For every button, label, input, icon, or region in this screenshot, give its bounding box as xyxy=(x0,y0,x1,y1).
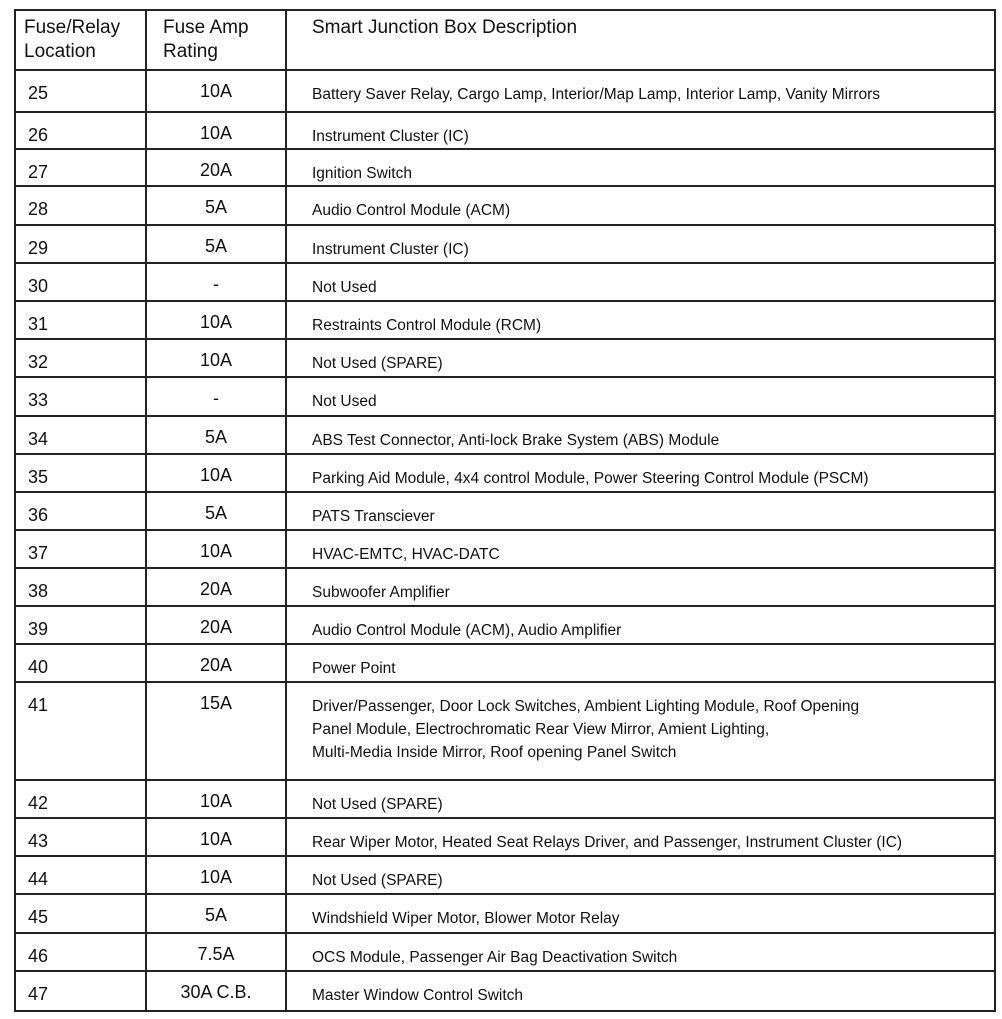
location-cell: 37 xyxy=(15,530,146,568)
description-cell xyxy=(286,377,995,416)
location-cell: 34 xyxy=(15,416,146,454)
description-cell xyxy=(286,70,995,112)
table-row xyxy=(15,682,995,780)
description-cell xyxy=(286,112,995,149)
table-row xyxy=(15,644,995,682)
rating-cell: 5A xyxy=(146,492,286,530)
description-line: Instrument Cluster (IC) xyxy=(312,128,469,145)
table-row xyxy=(15,818,995,856)
header-rating-line: Fuse Amp xyxy=(163,17,249,38)
location-cell: 47 xyxy=(15,971,146,1011)
description-line: HVAC-EMTC, HVAC-DATC xyxy=(312,546,500,563)
description-cell xyxy=(286,856,995,894)
description-line: Audio Control Module (ACM) xyxy=(312,202,511,219)
table-row xyxy=(15,225,995,263)
location-cell: 30 xyxy=(15,263,146,301)
description-cell xyxy=(286,149,995,186)
rating-cell: 5A xyxy=(146,416,286,454)
rating-cell: 5A xyxy=(146,186,286,225)
location-cell: 42 xyxy=(15,780,146,818)
rating-cell: 5A xyxy=(146,894,286,933)
location-cell: 40 xyxy=(15,644,146,682)
location-cell: 29 xyxy=(15,225,146,263)
description-cell xyxy=(286,454,995,492)
header-location xyxy=(15,10,146,70)
description-cell xyxy=(286,186,995,225)
table-row xyxy=(15,971,995,1011)
description-cell xyxy=(286,492,995,530)
rating-cell: 30A C.B. xyxy=(146,971,286,1011)
description-line: Parking Aid Module, 4x4 control Module, Power Steering Control Module (PSCM) xyxy=(312,470,869,487)
header-location-line: Fuse/Relay xyxy=(24,17,121,38)
rating-cell: 10A xyxy=(146,301,286,339)
location-cell: 31 xyxy=(15,301,146,339)
location-cell: 32 xyxy=(15,339,146,377)
header-rating xyxy=(146,10,286,70)
description-line: PATS Transciever xyxy=(312,508,435,525)
location-cell: 25 xyxy=(15,70,146,112)
header-row xyxy=(15,10,995,70)
table-row xyxy=(15,454,995,492)
description-line: Master Window Control Switch xyxy=(312,987,524,1004)
header-rating-line: Rating xyxy=(163,41,218,62)
table-row xyxy=(15,186,995,225)
description-cell xyxy=(286,933,995,971)
description-line: Windshield Wiper Motor, Blower Motor Relay xyxy=(312,910,620,927)
description-line: Ignition Switch xyxy=(312,165,412,182)
description-cell xyxy=(286,568,995,606)
table-row xyxy=(15,568,995,606)
location-cell: 44 xyxy=(15,856,146,894)
table-row xyxy=(15,780,995,818)
description-cell xyxy=(286,818,995,856)
location-cell: 35 xyxy=(15,454,146,492)
table-row xyxy=(15,263,995,301)
description-line: Driver/Passenger, Door Lock Switches, Ambient Lighting Module, Roof Opening xyxy=(312,698,860,715)
table-row xyxy=(15,149,995,186)
description-line: Not Used (SPARE) xyxy=(312,872,443,889)
table-row xyxy=(15,492,995,530)
rating-cell: 20A xyxy=(146,644,286,682)
table-row xyxy=(15,70,995,112)
description-cell xyxy=(286,263,995,301)
description-cell xyxy=(286,606,995,644)
location-cell: 36 xyxy=(15,492,146,530)
location-cell: 26 xyxy=(15,112,146,149)
table-row xyxy=(15,112,995,149)
description-cell xyxy=(286,339,995,377)
rating-cell: 20A xyxy=(146,568,286,606)
rating-cell: 10A xyxy=(146,112,286,149)
description-cell xyxy=(286,416,995,454)
table-row xyxy=(15,377,995,416)
description-line: Subwoofer Amplifier xyxy=(312,584,450,601)
rating-cell: 10A xyxy=(146,780,286,818)
location-cell: 41 xyxy=(15,682,146,780)
description-cell xyxy=(286,894,995,933)
description-line: Not Used (SPARE) xyxy=(312,355,443,372)
location-cell: 43 xyxy=(15,818,146,856)
rating-cell: 10A xyxy=(146,856,286,894)
rating-cell: - xyxy=(146,263,286,301)
table-row xyxy=(15,606,995,644)
table-row xyxy=(15,301,995,339)
description-line: ABS Test Connector, Anti-lock Brake System (ABS) Module xyxy=(312,432,720,449)
description-line: OCS Module, Passenger Air Bag Deactivation Switch xyxy=(312,949,678,966)
header-location-line: Location xyxy=(24,41,96,62)
rating-cell: 10A xyxy=(146,530,286,568)
location-cell: 46 xyxy=(15,933,146,971)
rating-cell: - xyxy=(146,377,286,416)
description-line: Instrument Cluster (IC) xyxy=(312,241,469,258)
rating-cell: 10A xyxy=(146,454,286,492)
description-line: Not Used (SPARE) xyxy=(312,796,443,813)
description-cell xyxy=(286,530,995,568)
location-cell: 27 xyxy=(15,149,146,186)
table-row xyxy=(15,339,995,377)
description-cell xyxy=(286,644,995,682)
location-cell: 33 xyxy=(15,377,146,416)
description-cell xyxy=(286,225,995,263)
description-line: Power Point xyxy=(312,660,396,677)
rating-cell: 5A xyxy=(146,225,286,263)
description-cell xyxy=(286,971,995,1011)
rating-cell: 20A xyxy=(146,149,286,186)
rating-cell: 10A xyxy=(146,70,286,112)
table-row xyxy=(15,856,995,894)
description-line: Not Used xyxy=(312,393,377,410)
description-line: Restraints Control Module (RCM) xyxy=(312,317,542,334)
description-cell xyxy=(286,301,995,339)
description-line: Audio Control Module (ACM), Audio Amplifier xyxy=(312,622,622,639)
table-row xyxy=(15,933,995,971)
description-cell xyxy=(286,682,995,780)
rating-cell: 15A xyxy=(146,682,286,780)
location-cell: 39 xyxy=(15,606,146,644)
table-row xyxy=(15,894,995,933)
description-line: Rear Wiper Motor, Heated Seat Relays Driver, and Passenger, Instrument Cluster (IC) xyxy=(312,834,903,851)
description-line: Panel Module, Electrochromatic Rear View Mirror, Amient Lighting, xyxy=(312,721,770,738)
rating-cell: 20A xyxy=(146,606,286,644)
location-cell: 38 xyxy=(15,568,146,606)
rating-cell: 10A xyxy=(146,818,286,856)
fuse-table xyxy=(14,9,996,1012)
description-line: Multi-Media Inside Mirror, Roof opening Panel Switch xyxy=(312,744,677,761)
table-row xyxy=(15,530,995,568)
location-cell: 45 xyxy=(15,894,146,933)
description-cell xyxy=(286,780,995,818)
header-description: Smart Junction Box Description xyxy=(286,10,995,70)
rating-cell: 7.5A xyxy=(146,933,286,971)
rating-cell: 10A xyxy=(146,339,286,377)
location-cell: 28 xyxy=(15,186,146,225)
description-line: Battery Saver Relay, Cargo Lamp, Interior/Map Lamp, Interior Lamp, Vanity Mirrors xyxy=(312,86,880,103)
table-row xyxy=(15,416,995,454)
description-line: Not Used xyxy=(312,279,377,296)
